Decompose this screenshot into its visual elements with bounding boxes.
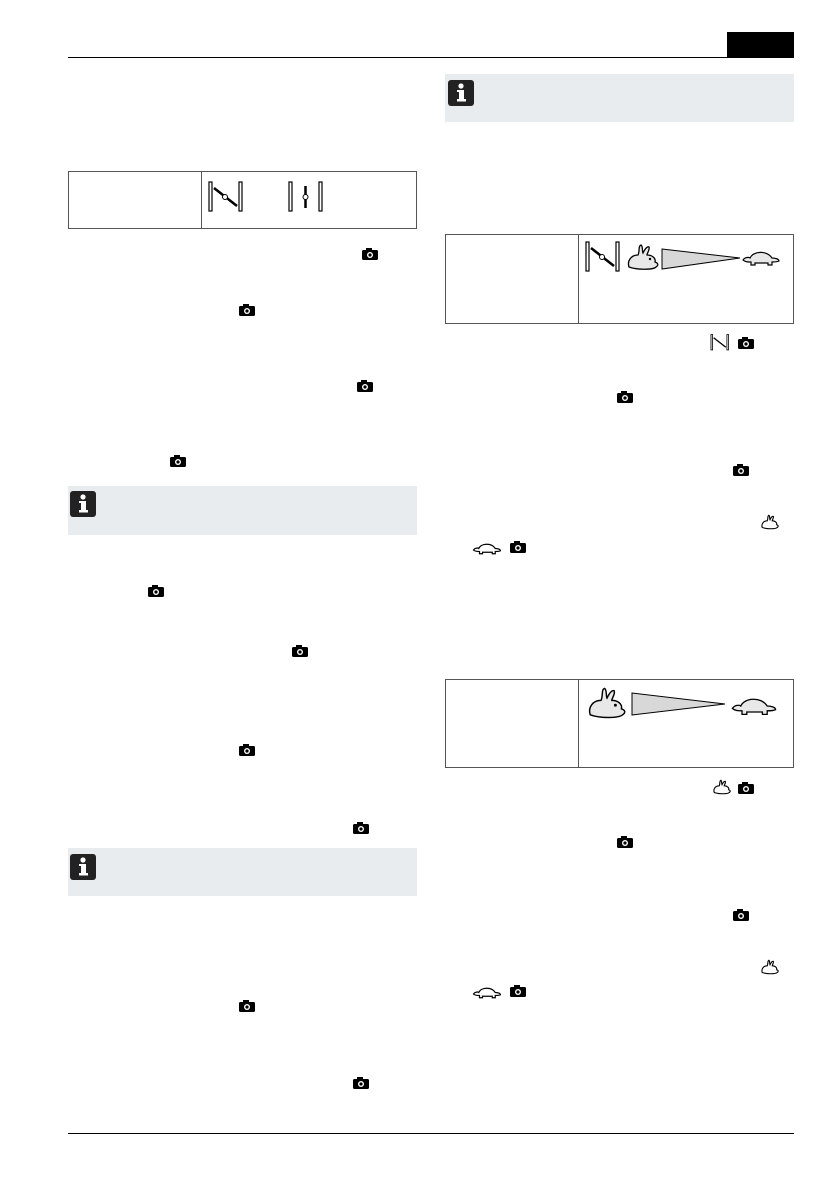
section-tab: [727, 32, 794, 58]
valve-open-icon: [710, 334, 730, 351]
speed-wedge-icon: [631, 692, 726, 716]
camera-icon: [738, 337, 754, 349]
camera-icon: [510, 985, 526, 997]
info-icon: [70, 491, 96, 517]
camera-icon: [292, 645, 308, 657]
turtle-icon: [730, 694, 778, 718]
camera-icon: [239, 1000, 255, 1012]
camera-icon: [239, 744, 255, 756]
table-divider: [201, 172, 202, 228]
camera-icon: [362, 248, 378, 260]
camera-icon: [148, 585, 164, 597]
info-box: [68, 486, 417, 535]
camera-icon: [617, 836, 633, 848]
info-box: [445, 74, 794, 122]
rabbit-icon: [760, 959, 780, 976]
rabbit-icon: [712, 779, 732, 796]
camera-icon: [733, 909, 749, 921]
camera-icon: [738, 782, 754, 794]
camera-icon: [353, 822, 369, 834]
speed-wedge-icon: [661, 248, 741, 270]
table-divider: [578, 235, 579, 323]
camera-icon: [357, 380, 373, 392]
info-icon: [448, 80, 474, 106]
table-divider: [578, 680, 579, 767]
turtle-icon: [472, 541, 502, 556]
symbol-table-valve-speed: [445, 234, 794, 324]
camera-icon: [239, 304, 255, 316]
camera-icon: [510, 541, 526, 553]
camera-icon: [733, 464, 749, 476]
turtle-icon: [472, 985, 502, 1000]
symbol-table-speed: [445, 679, 794, 768]
footer-rule: [68, 1133, 794, 1134]
info-box: [68, 848, 417, 896]
rabbit-icon: [585, 686, 629, 722]
info-icon: [70, 854, 96, 880]
symbol-table-valve: [68, 171, 417, 229]
rabbit-icon: [625, 243, 661, 273]
camera-icon: [170, 455, 186, 467]
turtle-icon: [741, 248, 781, 268]
valve-closed-icon: [288, 181, 324, 213]
header-rule: [68, 57, 794, 58]
rabbit-icon: [760, 514, 780, 531]
camera-icon: [617, 391, 633, 403]
valve-open-icon: [208, 181, 244, 213]
valve-open-icon: [585, 241, 621, 273]
camera-icon: [353, 1077, 369, 1089]
